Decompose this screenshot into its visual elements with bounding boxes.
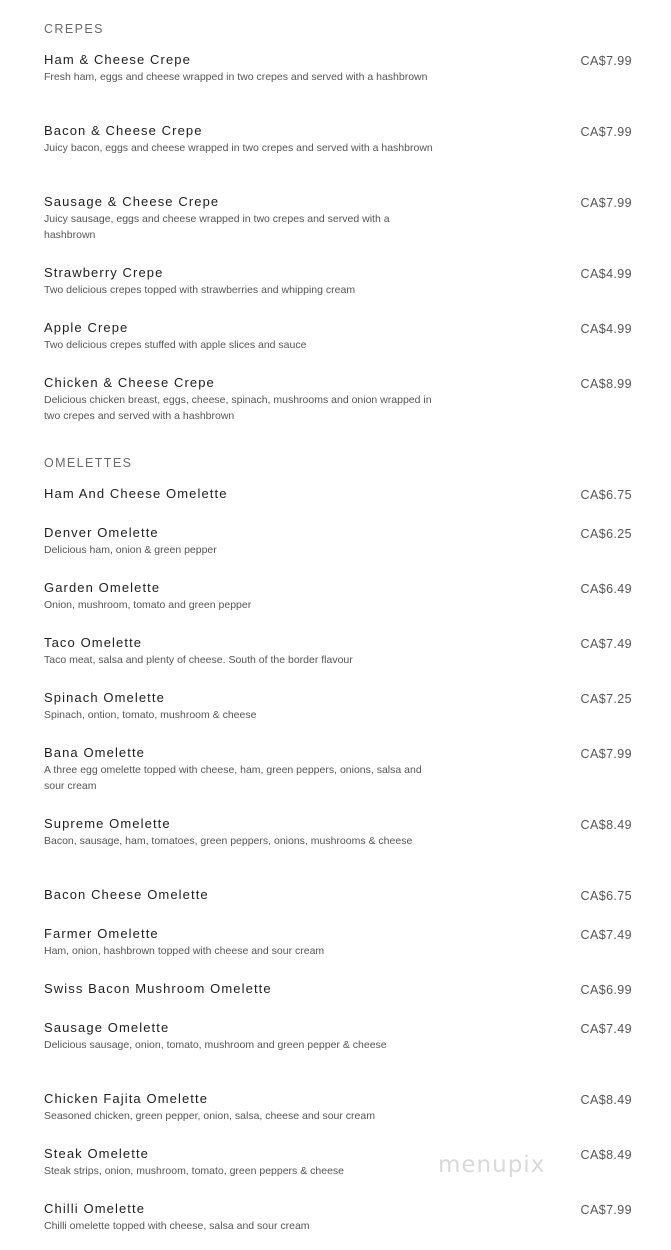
menu-item[interactable] — [44, 1201, 632, 1234]
item-description: Delicious chicken breast, eggs, cheese, spinach, mushrooms and onion wrapped in two crepes and served with a hashbrown — [44, 394, 432, 422]
item-name: Spinach Omelette — [44, 690, 165, 705]
item-price: CA$8.99 — [580, 377, 632, 391]
item-price: CA$7.49 — [580, 928, 632, 942]
item-price: CA$8.49 — [580, 818, 632, 832]
item-name: Farmer Omelette — [44, 926, 159, 941]
item-name: Taco Omelette — [44, 635, 143, 650]
item-description: Fresh ham, eggs and cheese wrapped in two crepes and served with a hashbrown — [44, 71, 428, 83]
menu-item[interactable] — [44, 816, 632, 849]
item-description: Two delicious crepes stuffed with apple slices and sauce — [44, 339, 307, 351]
item-name: Ham And Cheese Omelette — [44, 486, 228, 501]
item-name: Ham & Cheese Crepe — [44, 52, 191, 67]
item-price: CA$7.49 — [580, 1022, 632, 1036]
item-description: Taco meat, salsa and plenty of cheese. South of the border flavour — [44, 654, 353, 666]
item-price: CA$7.49 — [580, 637, 632, 651]
menu-item[interactable] — [44, 525, 632, 558]
item-name: Supreme Omelette — [44, 816, 171, 831]
item-description: Two delicious crepes topped with strawberries and whipping cream — [44, 284, 356, 296]
menu-item[interactable] — [44, 981, 632, 997]
menu-item[interactable] — [44, 486, 632, 502]
item-price: CA$7.99 — [580, 196, 632, 210]
item-name: Denver Omelette — [44, 525, 159, 540]
item-price: CA$7.25 — [580, 692, 632, 706]
item-description: Onion, mushroom, tomato and green pepper — [44, 599, 252, 611]
menu-item[interactable] — [44, 926, 632, 959]
item-price: CA$6.99 — [580, 983, 632, 997]
menupix-watermark: menupix — [438, 1152, 546, 1178]
item-price: CA$6.75 — [580, 889, 632, 903]
item-description: Seasoned chicken, green pepper, onion, salsa, cheese and sour cream — [44, 1110, 375, 1122]
menu-item[interactable] — [44, 320, 632, 353]
item-name: Sausage Omelette — [44, 1020, 170, 1035]
item-name: Apple Crepe — [44, 320, 129, 335]
item-description: Chilli omelette topped with cheese, salsa and sour cream — [44, 1220, 310, 1232]
item-description: Juicy bacon, eggs and cheese wrapped in two crepes and served with a hashbrown — [44, 142, 433, 154]
item-name: Chicken & Cheese Crepe — [44, 375, 215, 390]
menu-item[interactable] — [44, 1091, 632, 1124]
item-name: Garden Omelette — [44, 580, 161, 595]
item-description: Ham, onion, hashbrown topped with cheese and sour cream — [44, 945, 325, 957]
section-title-crepes: CREPES — [44, 22, 104, 36]
item-name: Chilli Omelette — [44, 1201, 146, 1216]
menu-item[interactable] — [44, 887, 632, 903]
item-description: A three egg omelette topped with cheese, ham, green peppers, onions, salsa and sour cream — [44, 764, 422, 792]
item-description: Steak strips, onion, mushroom, tomato, green peppers & cheese — [44, 1165, 344, 1177]
item-price: CA$6.75 — [580, 488, 632, 502]
menu-item[interactable] — [44, 635, 632, 668]
menu-item[interactable] — [44, 265, 632, 298]
item-price: CA$7.99 — [580, 747, 632, 761]
menu-item[interactable] — [44, 52, 632, 85]
item-price: CA$6.49 — [580, 582, 632, 596]
menu-item[interactable] — [44, 1020, 632, 1053]
menu-item[interactable] — [44, 194, 632, 243]
item-description: Delicious sausage, onion, tomato, mushroom and green pepper & cheese — [44, 1039, 387, 1051]
item-description: Juicy sausage, eggs and cheese wrapped in two crepes and served with a hashbrown — [44, 213, 390, 241]
item-price: CA$7.99 — [580, 1203, 632, 1217]
item-name: Chicken Fajita Omelette — [44, 1091, 209, 1106]
item-name: Bacon & Cheese Crepe — [44, 123, 203, 138]
menu-item[interactable] — [44, 123, 632, 156]
item-price: CA$8.49 — [580, 1148, 632, 1162]
menu-item[interactable] — [44, 690, 632, 723]
item-price: CA$4.99 — [580, 322, 632, 336]
item-name: Strawberry Crepe — [44, 265, 164, 280]
item-price: CA$7.99 — [580, 125, 632, 139]
item-name: Sausage & Cheese Crepe — [44, 194, 220, 209]
item-name: Bacon Cheese Omelette — [44, 887, 209, 902]
menu-item[interactable] — [44, 745, 632, 794]
item-price: CA$6.25 — [580, 527, 632, 541]
item-description: Delicious ham, onion & green pepper — [44, 544, 217, 556]
section-title-omelettes: OMELETTES — [44, 456, 133, 470]
menu-item[interactable] — [44, 580, 632, 613]
item-description: Spinach, ontion, tomato, mushroom & cheese — [44, 709, 257, 721]
item-price: CA$7.99 — [580, 54, 632, 68]
item-name: Swiss Bacon Mushroom Omelette — [44, 981, 272, 996]
item-name: Bana Omelette — [44, 745, 146, 760]
item-price: CA$4.99 — [580, 267, 632, 281]
item-description: Bacon, sausage, ham, tomatoes, green peppers, onions, mushrooms & cheese — [44, 835, 413, 847]
item-name: Steak Omelette — [44, 1146, 149, 1161]
menu-item[interactable] — [44, 375, 632, 424]
item-price: CA$8.49 — [580, 1093, 632, 1107]
